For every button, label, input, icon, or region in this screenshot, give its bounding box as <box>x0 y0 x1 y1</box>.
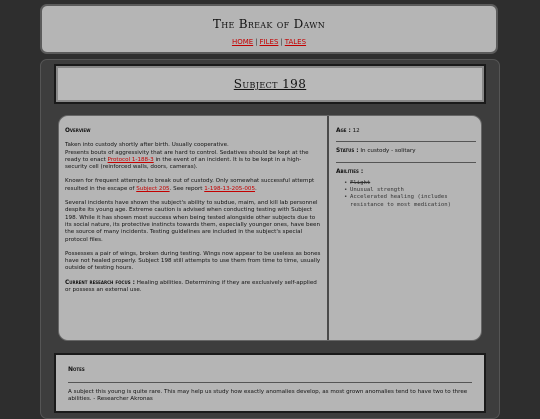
ability-item: • Flight <box>344 180 476 187</box>
abilities-label: Abilities : <box>336 168 364 175</box>
overview-paragraph-1 <box>65 142 323 171</box>
overview-text: Taken into custody shortly after birth. Usually cooperative. <box>65 142 229 149</box>
overview-paragraph-4: Possesses a pair of wings, broken during testing. Wings now appear to be useless as bones have not healed properly. Subject 198 still attempts to use them from time to time, usually outside of testing hours. <box>65 250 321 272</box>
overview-text: Presents bouts of aggressivity that are hard to control. Sedatives should be kept at the ready to enact <box>65 149 309 163</box>
divider-line <box>336 162 476 163</box>
overview-heading: Overview <box>65 128 91 134</box>
overview-text: . <box>255 185 257 192</box>
nav-bar <box>42 38 496 46</box>
notes-panel <box>54 353 486 413</box>
protocol-link[interactable]: Protocol 1-188-3 <box>107 156 154 163</box>
subject-banner <box>54 64 486 104</box>
nav-separator: | <box>280 38 283 46</box>
overview-text: in the event of an incident. It is to be kept in a high-security cell (reinforced walls, doors, cameras). <box>65 156 302 171</box>
overview-paragraph-3: Several incidents have shown the subject's ability to subdue, maim, and kill lab personnel despite its young age. Extreme caution is advised when conducting testing with Subject 198. While it has shown most success when being tested alongside other subjects due to its social nature, its protective instincts towards them, especially younger ones, have been the source of many incidents. Testing guidelines are included in the subject's special protocol files. <box>65 200 321 243</box>
site-title: The Break of Dawn <box>212 17 326 31</box>
nav-link-files[interactable]: FILES <box>259 38 279 46</box>
subject-link[interactable]: Subject 205 <box>136 185 170 192</box>
notes-divider <box>68 382 472 383</box>
abilities-list <box>344 180 476 209</box>
ability-item: • Unusual strength <box>344 187 476 194</box>
report-link[interactable]: 1-198-13-205-005 <box>204 185 256 192</box>
overview-text: . See report <box>169 185 205 192</box>
overview-text: Known for frequent attempts to break out of custody. Only somewhat successful attempt resulted in the escape of <box>65 178 315 192</box>
subject-file-card <box>58 115 482 341</box>
age-label: Age : <box>336 128 351 134</box>
overview-paragraph-2 <box>65 178 323 193</box>
column-divider <box>327 116 329 340</box>
age-row <box>336 128 476 135</box>
header-panel <box>40 4 498 54</box>
research-focus <box>65 280 323 295</box>
status-value: In custody - solitary <box>358 148 416 155</box>
nav-link-home[interactable]: HOME <box>231 38 254 46</box>
page-title: Subject 198 <box>233 77 307 91</box>
status-label: Status : <box>336 148 359 155</box>
research-focus-text: Healing abilities. Determining if they are exclusively self-applied or possess an external use. <box>65 279 317 294</box>
stats-section <box>336 128 476 209</box>
age-value: 12 <box>350 128 360 134</box>
ability-item: • Accelerated healing (includes resistance to most medication) <box>344 194 476 208</box>
research-focus-label: Current research focus : <box>65 279 135 286</box>
divider-line <box>336 141 476 142</box>
notes-title: Notes <box>68 366 85 373</box>
notes-text: A subject this young is quite rare. This may help us study how exactly anomalies develop, as most grown anomalies tend to have two to three abilities. - Researcher Akronas <box>68 389 468 403</box>
status-row <box>336 148 476 155</box>
nav-link-tales[interactable]: TALES <box>284 38 307 46</box>
nav-separator: | <box>255 38 258 46</box>
overview-section <box>65 128 323 301</box>
